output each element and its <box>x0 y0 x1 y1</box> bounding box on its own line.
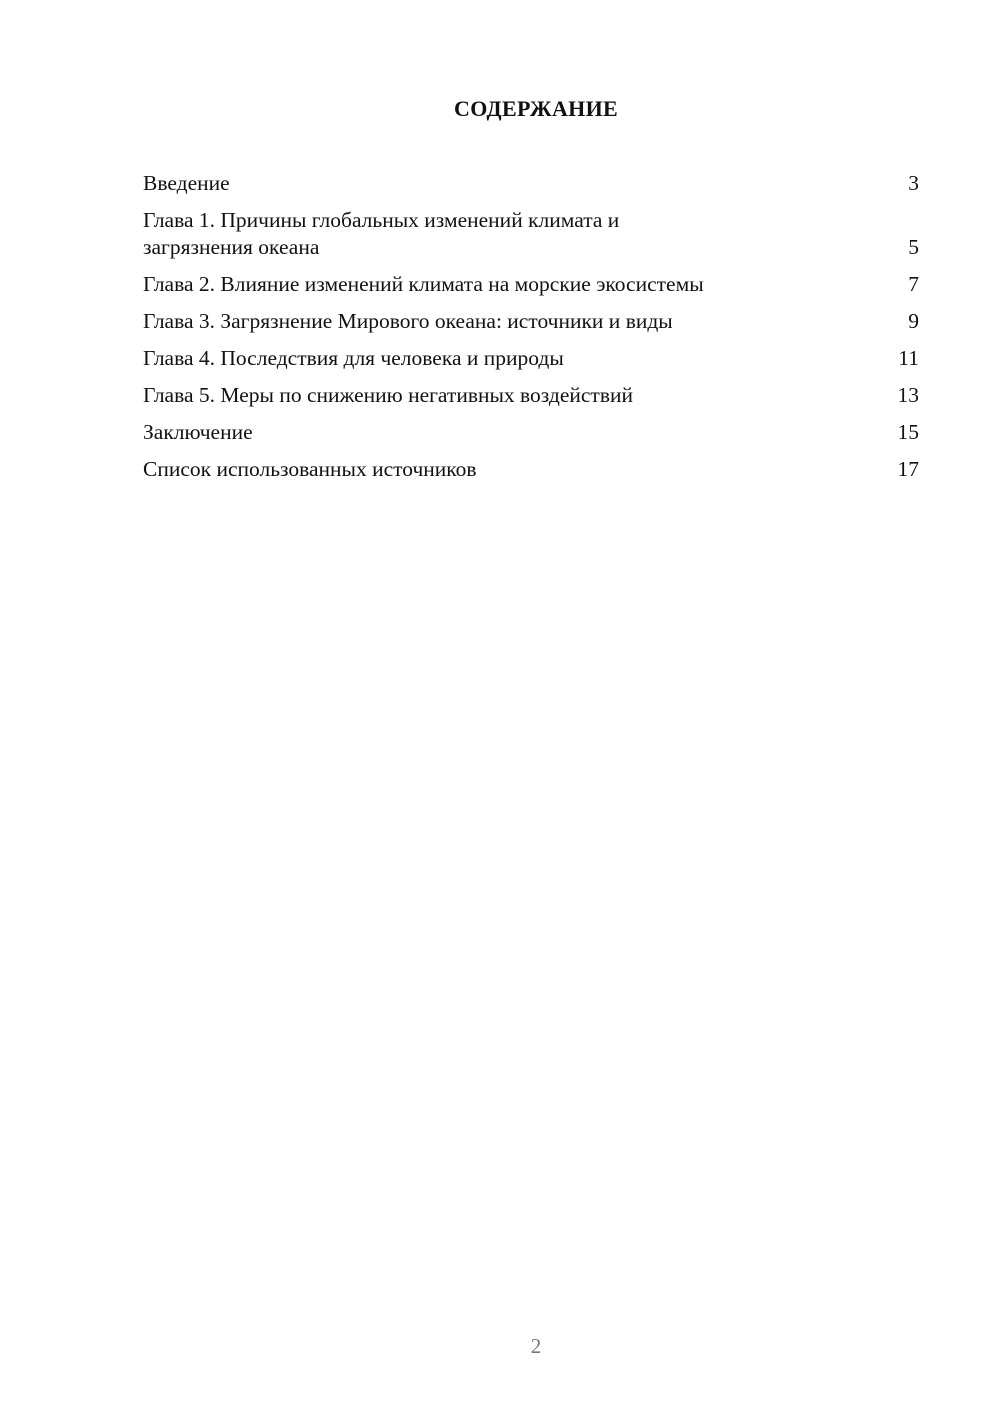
toc-heading: СОДЕРЖАНИЕ <box>454 96 618 121</box>
toc-entry-page: 13 <box>897 383 919 407</box>
toc-entry-references[interactable] <box>143 456 919 483</box>
toc-entry-label: Глава 1. Причины глобальных изменений климата и загрязнения океана <box>143 208 620 259</box>
toc-entry-label: Глава 5. Меры по снижению негативных воздействий <box>143 383 633 407</box>
toc-entry-label: Список использованных источников <box>143 457 477 481</box>
toc-entry-conclusion[interactable] <box>143 419 919 446</box>
toc-entry-chapter-1[interactable] <box>143 207 919 261</box>
toc-entry-label: Глава 3. Загрязнение Мирового океана: источники и виды <box>143 309 673 333</box>
toc-entry-introduction[interactable] <box>143 170 919 197</box>
toc-entry-page: 15 <box>897 420 919 444</box>
toc-entry-chapter-4[interactable] <box>143 345 919 372</box>
toc-entry-page: 7 <box>908 272 919 296</box>
toc-entry-page: 11 <box>898 346 919 370</box>
toc-entry-page: 5 <box>908 235 919 259</box>
toc-entry-chapter-5[interactable] <box>143 382 919 409</box>
toc-entry-chapter-3[interactable] <box>143 308 919 335</box>
table-of-contents <box>143 170 919 493</box>
page-number: 2 <box>530 1334 542 1358</box>
toc-entry-label: Заключение <box>143 420 253 444</box>
toc-entry-label: Глава 4. Последствия для человека и природы <box>143 346 564 370</box>
toc-entry-page: 17 <box>897 457 919 481</box>
toc-entry-chapter-2[interactable] <box>143 271 919 298</box>
toc-entry-label: Глава 2. Влияние изменений климата на морские экосистемы <box>143 272 704 296</box>
toc-entry-page: 9 <box>908 309 919 333</box>
toc-entry-label: Введение <box>143 171 230 195</box>
toc-entry-page: 3 <box>908 171 919 195</box>
